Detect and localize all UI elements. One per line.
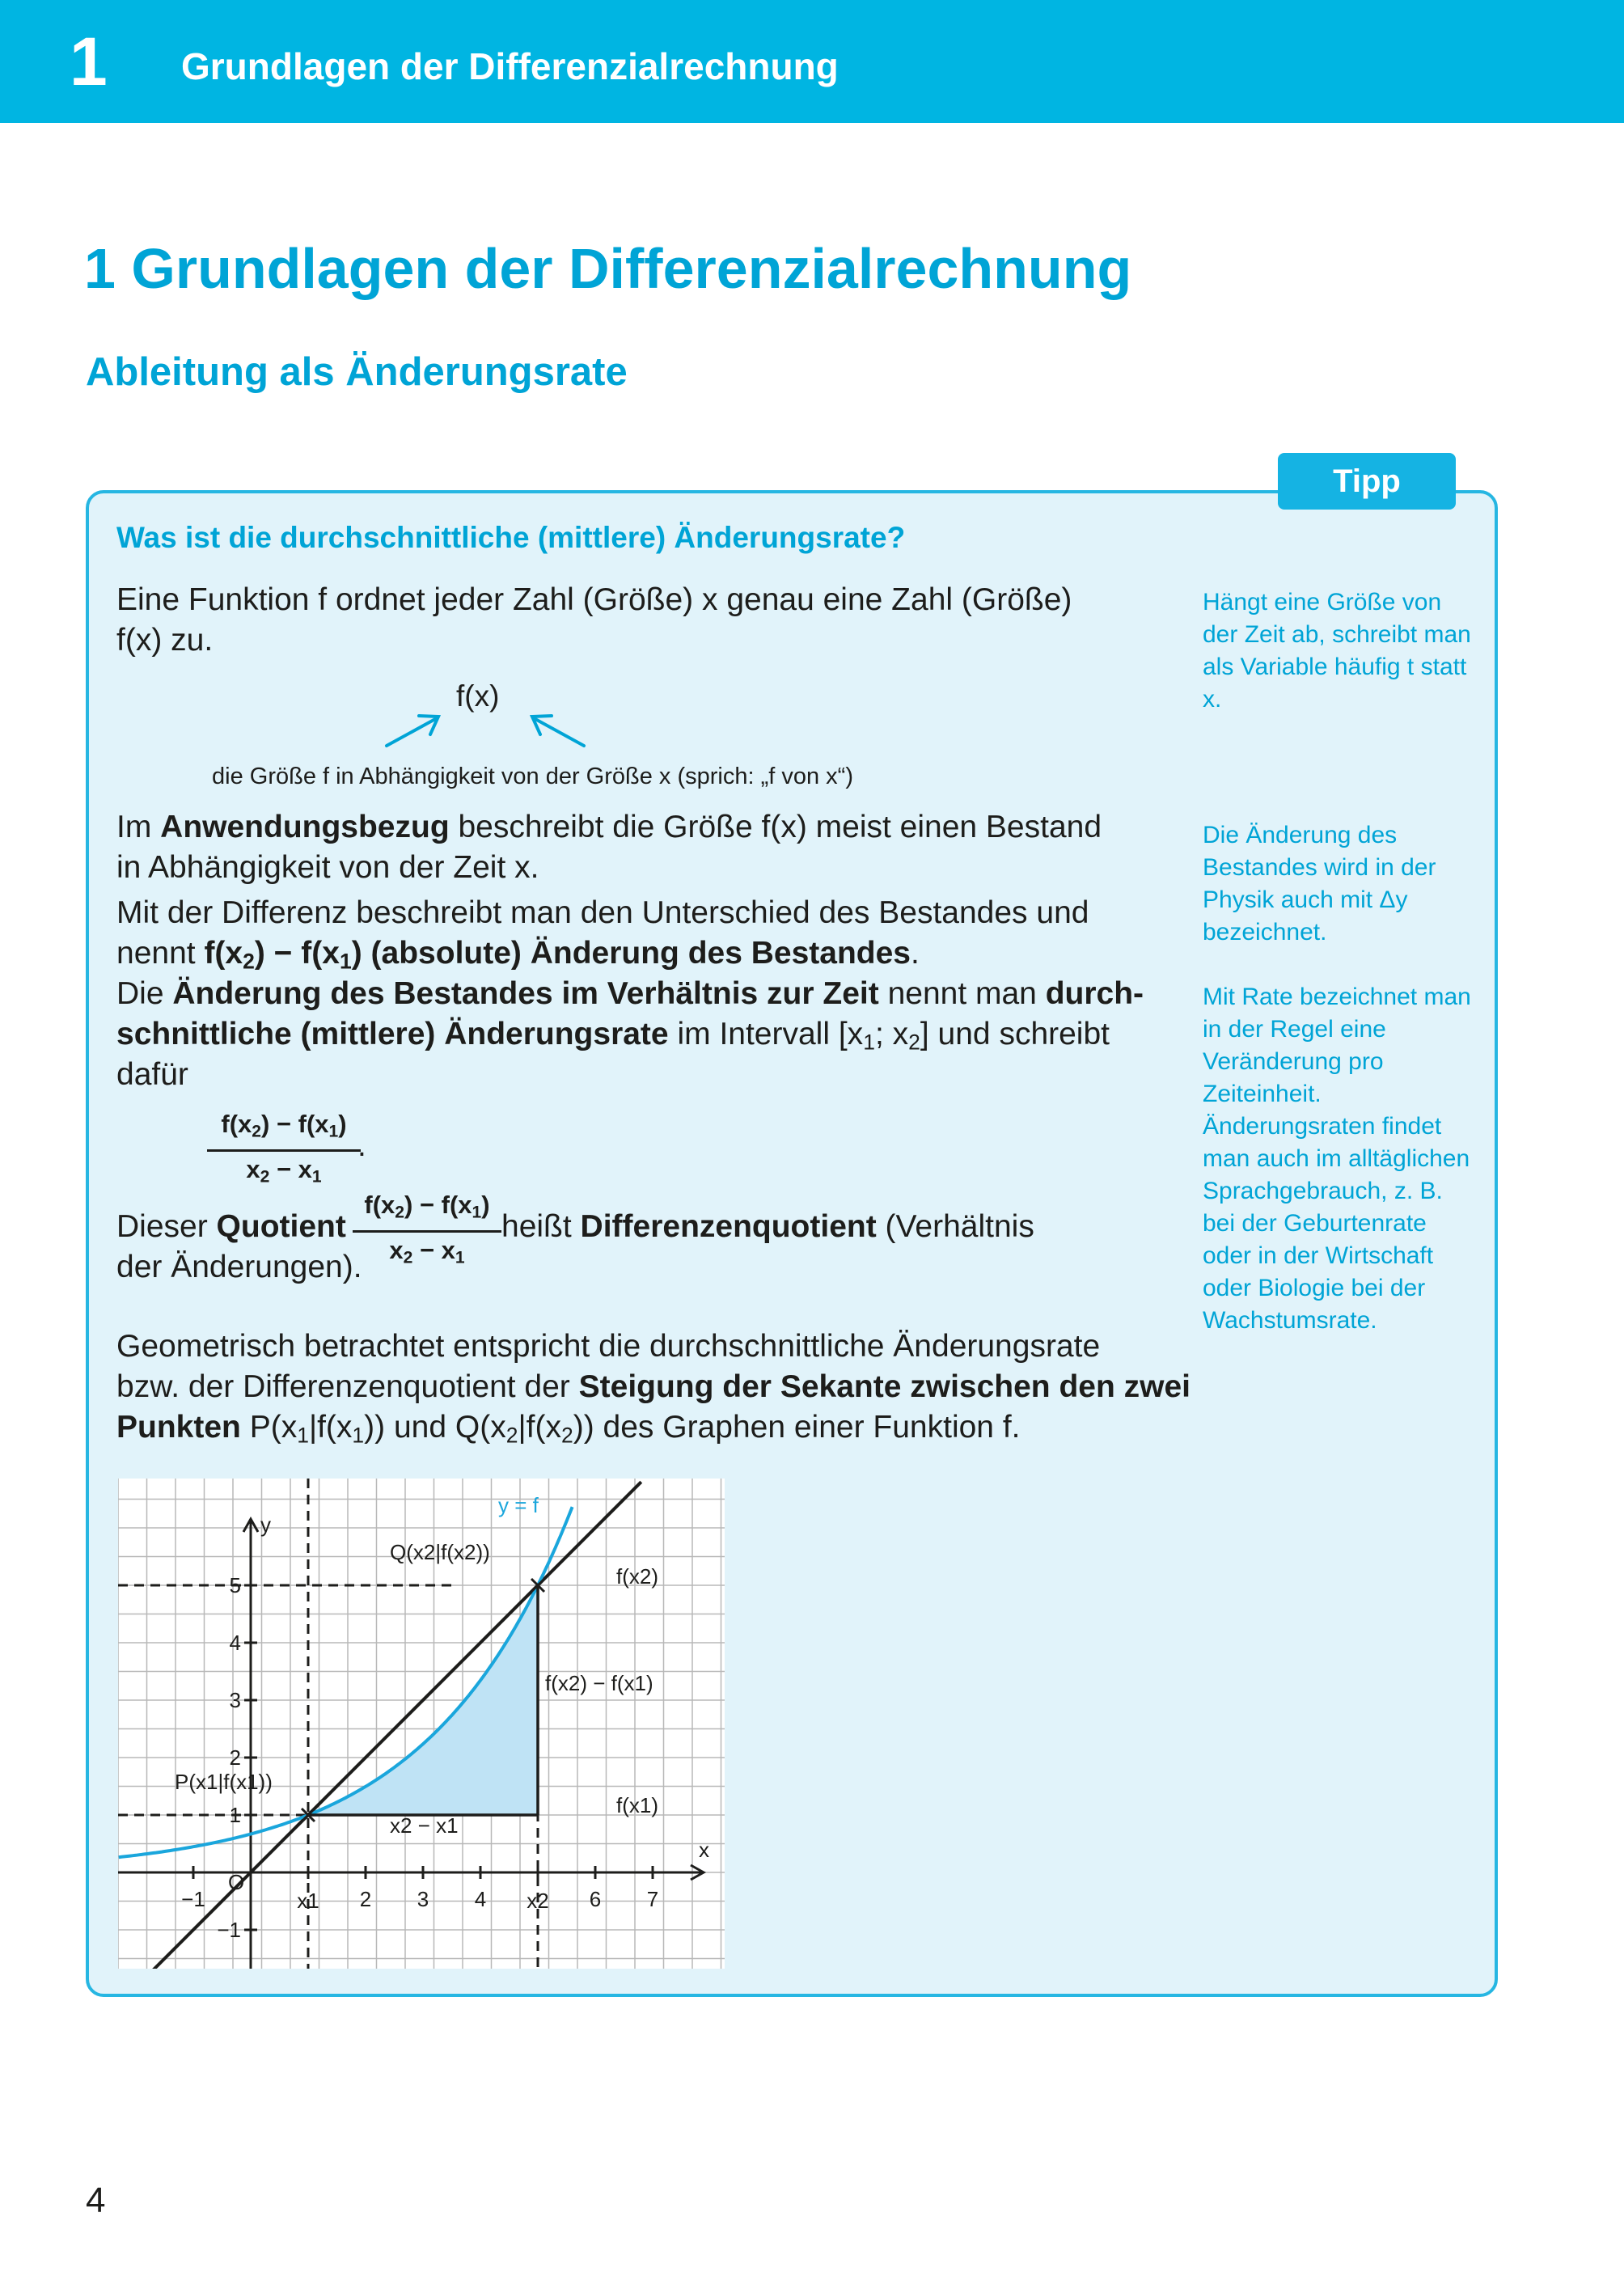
fx-caption: die Größe f in Abhängigkeit von der Größe x (sprich: „f von x“) <box>212 764 853 789</box>
difference-label: f(x2) − f(x1) <box>545 1671 653 1695</box>
y-tick-label: −1 <box>217 1918 241 1942</box>
x1-tick-label: x1 <box>297 1889 319 1913</box>
p2-line6: schnittliche (mittlere) Änderungsrate im Intervall [$x_1$; $x_2$] und schreibt <box>116 1017 1110 1055</box>
chapter-number: 1 <box>70 23 108 99</box>
p2-line7: dafür <box>116 1057 188 1092</box>
x-tick-label: 2 <box>359 1887 372 1911</box>
fx2-label: f(x2) <box>616 1564 658 1589</box>
x2-tick-label: x2 <box>527 1889 549 1913</box>
x-axis-label: x <box>699 1838 709 1862</box>
secant-graph <box>118 1479 725 1969</box>
quotient-line2: der Änderungen). <box>116 1250 362 1284</box>
fraction-period: . <box>357 1128 366 1163</box>
quotient-fraction: $f(x_2) - f(x_1)$ $x_2 - x_1$ <box>353 1189 501 1275</box>
x-tick-label: 3 <box>417 1887 429 1911</box>
curve-label: y = f <box>498 1493 539 1517</box>
p1-line1: Eine Funktion f ordnet jeder Zahl (Größe) x genau eine Zahl (Größe) <box>116 582 1072 617</box>
geo-line1: Geometrisch betrachtet entspricht die durchschnittliche Änderungsrate <box>116 1329 1101 1364</box>
quotient-line1-end: heißt Differenzenquotient (Verhältnis <box>501 1209 1034 1244</box>
section-title: Ableitung als Änderungsrate <box>86 350 628 394</box>
p2-line5: Die Änderung des Bestandes im Verhältnis zur Zeit nennt man durch- <box>116 976 1144 1011</box>
p2-line1: Im Anwendungsbezug beschreibt die Größe f(x) meist einen Bestand <box>116 810 1102 844</box>
chapter-header-bar <box>0 0 1624 123</box>
fx-arrows <box>380 704 590 752</box>
origin-label: O <box>228 1870 245 1894</box>
x-tick-label: 4 <box>474 1887 487 1911</box>
point-q-label: Q(x2|f(x2)) <box>390 1540 490 1564</box>
point-p-label: P(x1|f(x1)) <box>175 1770 273 1794</box>
x-tick-label: 6 <box>589 1887 602 1911</box>
x-tick-label: −1 <box>181 1887 205 1911</box>
y-tick-label: 1 <box>229 1803 241 1827</box>
x-tick-label: 7 <box>646 1887 659 1911</box>
box-question: Was ist die durchschnittliche (mittlere) Änderungsrate? <box>116 521 906 554</box>
p2-line4: nennt $f(x_2) - f(x_1)$ (absolute) Änderung des Bestandes. <box>116 936 920 974</box>
geo-line2: bzw. der Differenzenquotient der Steigung der Sekante zwischen den zwei <box>116 1369 1191 1404</box>
p2-line2: in Abhängigkeit von der Zeit x. <box>116 850 539 885</box>
chapter-title: Grundlagen der Differenzialrechnung <box>181 45 839 87</box>
dx-label: x2 − x1 <box>390 1813 459 1838</box>
fx1-label: f(x1) <box>616 1793 658 1817</box>
y-tick-label: 2 <box>229 1745 241 1770</box>
y-tick-label: 5 <box>229 1573 241 1597</box>
tipp-note-2: Die Änderung des Bestandes wird in der Physik auch mit Δy bezeichnet. <box>1203 822 1436 946</box>
page-number: 4 <box>86 2181 106 2220</box>
page-title: 1 Grundlagen der Differenzialrechnung <box>84 237 1132 300</box>
geo-line3: Punkten $P(x_1|f(x_1))$ und $Q(x_2|f(x_2))$ des Graphen einer Funktion f. <box>116 1410 1021 1448</box>
y-axis-label: y <box>260 1512 271 1537</box>
p2-line3: Mit der Differenz beschreibt man den Unterschied des Bestandes und <box>116 895 1089 930</box>
tipp-note-3: Mit Rate bezeichnet man in der Regel eine Veränderung pro Zeiteinheit. <box>1203 984 1471 1107</box>
tipp-tab: Tipp <box>1278 453 1456 510</box>
y-tick-label: 3 <box>229 1688 241 1712</box>
difference-quotient-fraction: $f(x_2) - f(x_1)$ $x_2 - x_1$ <box>207 1108 361 1194</box>
tipp-note-1: Hängt eine Größe von der Zeit ab, schreibt man als Variable häufig t statt x. <box>1203 589 1471 713</box>
quotient-line1-start: Dieser Quotient <box>116 1209 346 1244</box>
y-tick-label: 4 <box>229 1631 241 1655</box>
p1-line2: f(x) zu. <box>116 623 214 658</box>
fx-label: f(x) <box>456 679 500 713</box>
tipp-note-4: Änderungsraten findet man auch im alltäglichen Sprachgebrauch, z. B. bei der Geburtenrate oder in der Wirtschaft oder Biologie bei der Wachstumsrate. <box>1203 1113 1470 1334</box>
